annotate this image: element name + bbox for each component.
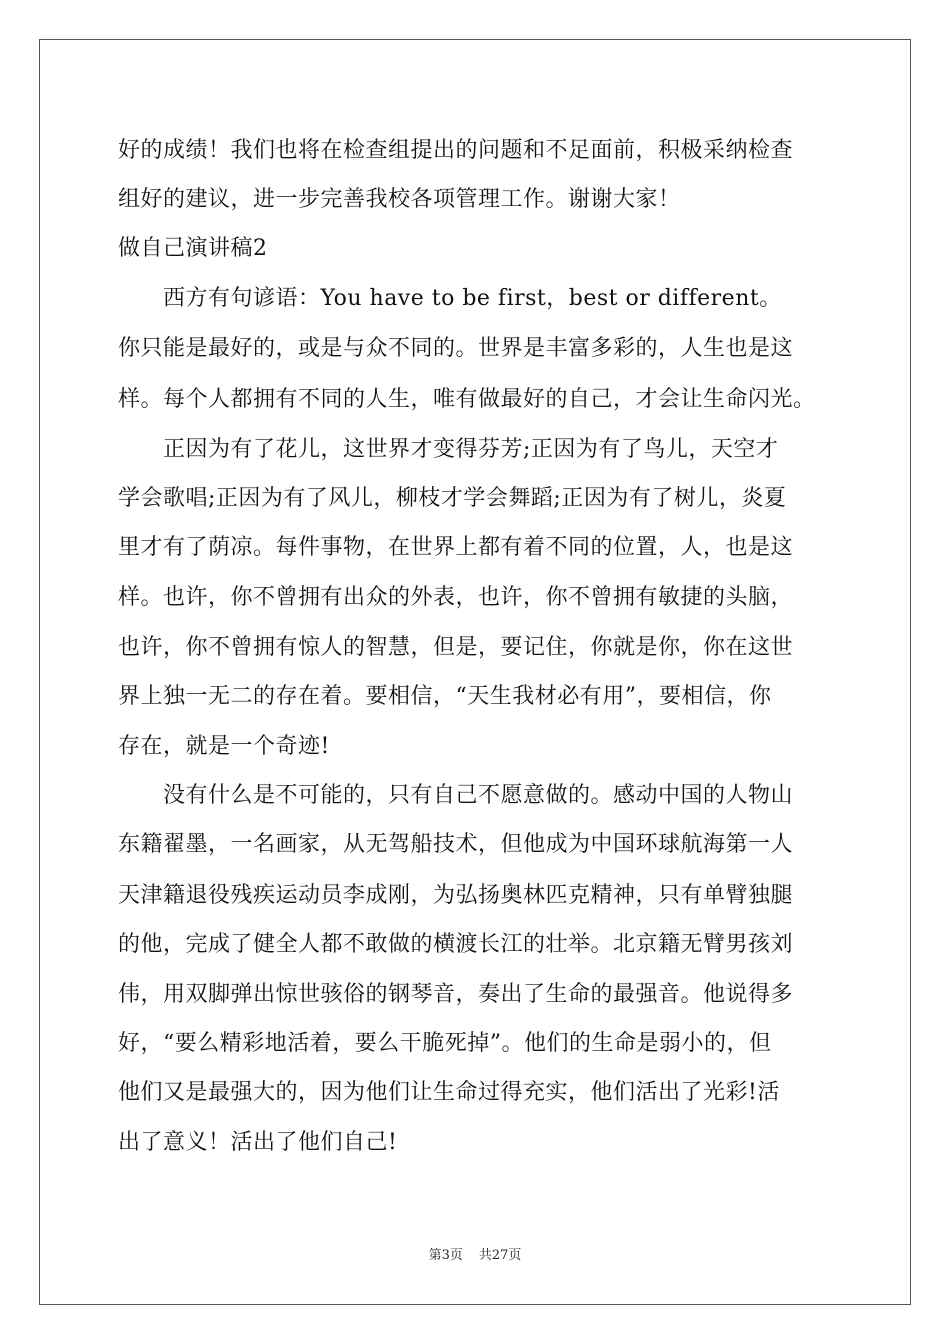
text-line: 他们又是最强大的，因为他们让生命过得充实，他们活出了光彩!活 [118, 1080, 780, 1105]
page-footer [0, 1244, 950, 1263]
page-total: 共27页 [478, 1248, 522, 1263]
section-heading: 做自己演讲稿2 [118, 236, 268, 261]
text-line: 存在，就是一个奇迹! [118, 734, 330, 759]
text-line: 的他，完成了健全人都不敢做的横渡长江的壮举。北京籍无臂男孩刘 [118, 932, 794, 957]
text-line: 里才有了荫凉。每件事物，在世界上都有着不同的位置，人，也是这 [118, 535, 794, 560]
text-line: 好，“要么精彩地活着，要么干脆死掉”。他们的生命是弱小的，但 [118, 1031, 772, 1056]
text-line: 也许，你不曾拥有惊人的智慧，但是，要记住，你就是你，你在这世 [118, 635, 794, 660]
text-line: 天津籍退役残疾运动员李成刚，为弘扬奥林匹克精神，只有单臂独腿 [118, 883, 794, 908]
text-line: 组好的建议，进一步完善我校各项管理工作。谢谢大家！ [118, 187, 681, 212]
text-line: 没有什么是不可能的，只有自己不愿意做的。感动中国的人物山 [163, 783, 794, 808]
text-line: 正因为有了花儿，这世界才变得芬芳;正因为有了鸟儿，天空才 [163, 437, 779, 462]
page-number: 第3页 [428, 1248, 463, 1263]
text-line: 西方有句谚语：You have to be first，best or different。 [163, 286, 782, 311]
text-line: 伟，用双脚弹出惊世骇俗的钢琴音，奏出了生命的最强音。他说得多 [118, 982, 794, 1007]
text-line: 东籍翟墨，一名画家，从无驾船技术，但他成为中国环球航海第一人 [118, 832, 794, 857]
text-line: 出了意义！活出了他们自己! [118, 1130, 398, 1155]
text-line: 样。也许，你不曾拥有出众的外表，也许，你不曾拥有敏捷的头脑， [118, 585, 794, 610]
text-line: 界上独一无二的存在着。要相信，“天生我材必有用”，要相信，你 [118, 684, 772, 709]
text-line: 样。每个人都拥有不同的人生，唯有做最好的自己，才会让生命闪光。 [118, 387, 816, 412]
text-line: 你只能是最好的，或是与众不同的。世界是丰富多彩的，人生也是这 [118, 336, 794, 361]
text-line: 学会歌唱;正因为有了风儿，柳枝才学会舞蹈;正因为有了树儿，炎夏 [118, 486, 787, 511]
text-line: 好的成绩！我们也将在检查组提出的问题和不足面前，积极采纳检查 [118, 138, 794, 163]
